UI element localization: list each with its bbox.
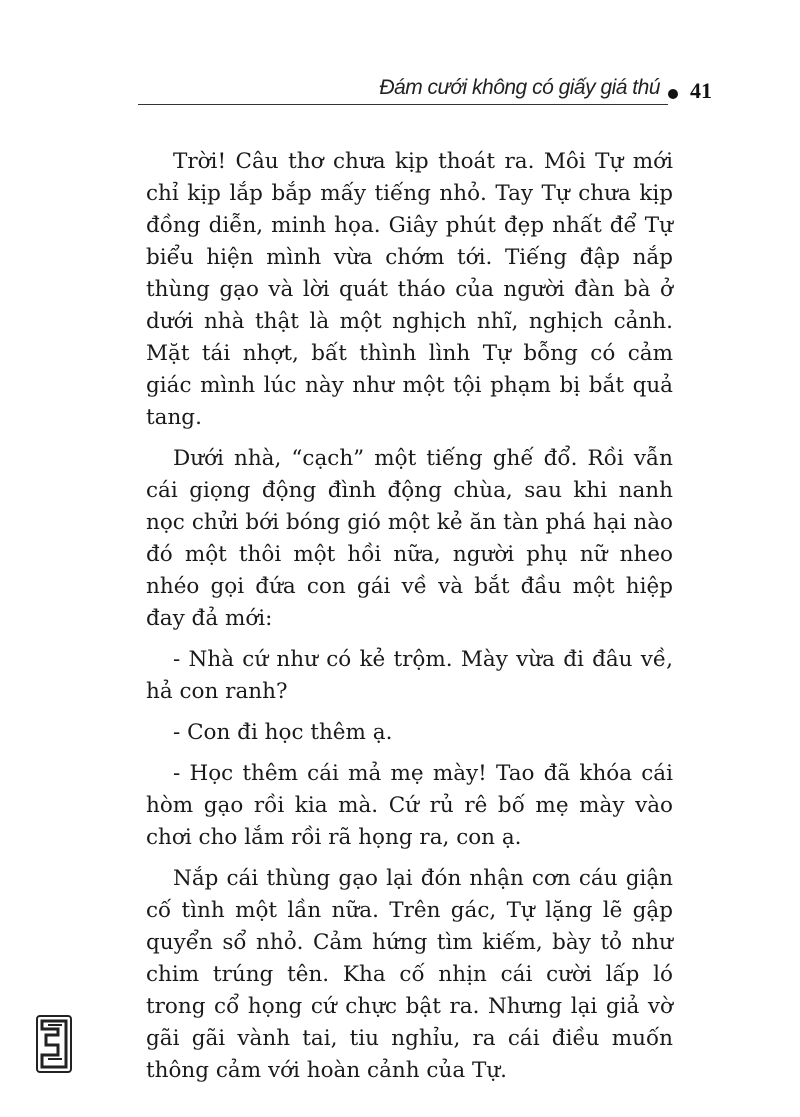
dialogue-line: - Học thêm cái mả mẹ mày! Tao đã khóa cái hòm gạo rồi kia mà. Cứ rủ rê bố mẹ mày vào chơi cho lắm rồi rã họng ra, con ạ. <box>146 761 673 850</box>
paragraph: Nắp cái thùng gạo lại đón nhận cơn cáu giận cố tình một lần nữa. Trên gác, Tự lặng lẽ gập quyển sổ nhỏ. Cảm hứng tìm kiếm, bày tỏ như chim trúng tên. Kha cố nhịn cái cười lấp ló trong cổ họng cứ chực bật ra. Nhưng lại giả vờ gãi gãi vành tai, tiu nghỉu, ra cái điều muốn thông cảm với hoàn cảnh của Tự. <box>146 866 673 1083</box>
dialogue-line: - Nhà cứ như có kẻ trộm. Mày vừa đi đâu về, hả con ranh? <box>146 647 673 704</box>
paragraph: Dưới nhà, “cạch” một tiếng ghế đổ. Rồi vẫn cái giọng động đình động chùa, sau khi nanh nọc chửi bới bóng gió một kẻ ăn tàn phá hại nào đó một thôi một hồi nữa, người phụ nữ nheo nhéo gọi đứa con gái về và bắt đầu một hiệp đay đả mới: <box>146 446 673 631</box>
publisher-logo-icon <box>36 1015 72 1073</box>
paragraph: Trời! Câu thơ chưa kịp thoát ra. Môi Tự mới chỉ kịp lắp bắp mấy tiếng nhỏ. Tay Tự chưa kịp đồng diễn, minh họa. Giây phút đẹp nhất để Tự biểu hiện mình vừa chớm tới. Tiếng đập nắp thùng gạo và lời quát tháo của người đàn bà ở dưới nhà thật là một nghịch nhĩ, nghịch cảnh. Mặt tái nhợt, bất thình lình Tự bỗng có cảm giác mình lúc này như một tội phạm bị bắt quả tang. <box>146 149 673 430</box>
running-header <box>0 62 800 102</box>
page-body <box>146 146 673 1096</box>
running-header-title: Đám cưới không có giấy giá thú <box>379 76 660 99</box>
bullet-dot-icon <box>668 89 678 99</box>
dialogue-line: - Con đi học thêm ạ. <box>173 720 393 745</box>
page-number: 41 <box>690 78 712 103</box>
header-divider <box>138 104 668 105</box>
